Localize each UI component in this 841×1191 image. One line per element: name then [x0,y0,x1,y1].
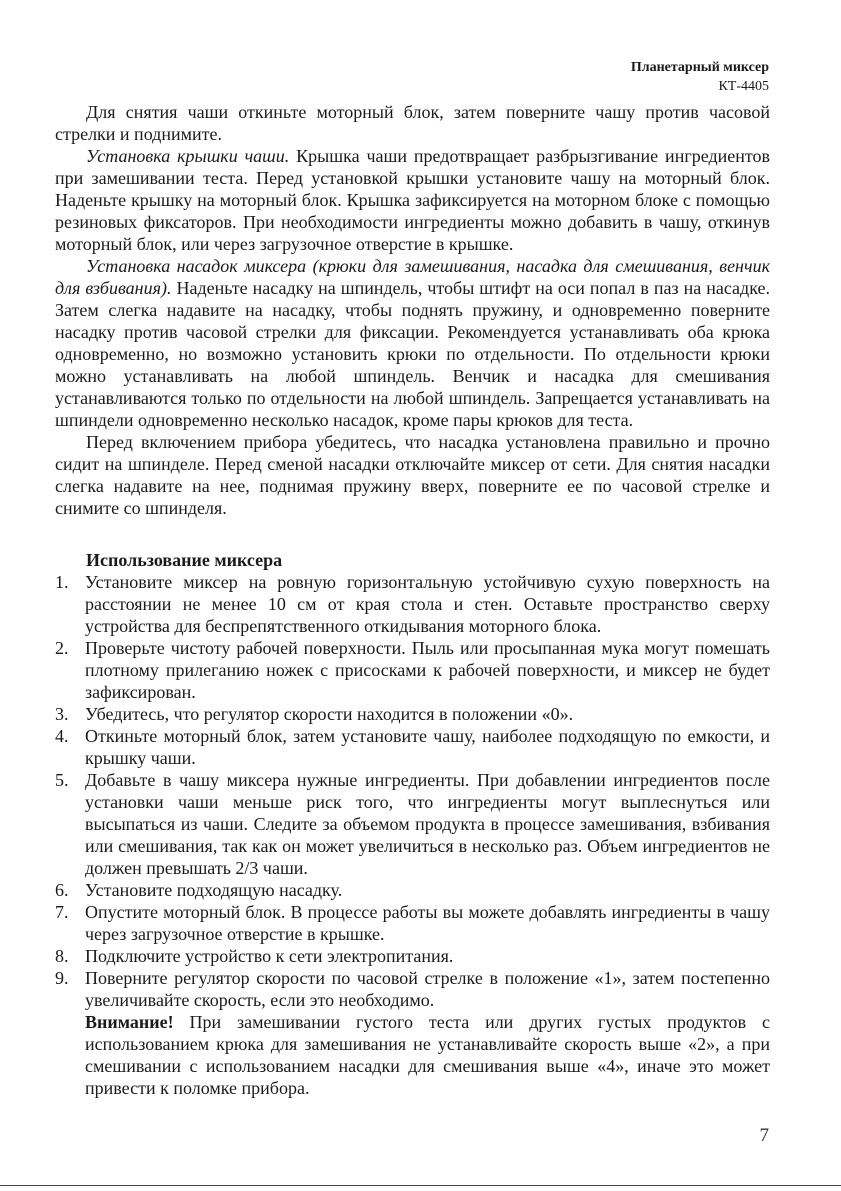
step-text: Опустите моторный блок. В процессе работы вы можете добавлять ингредиенты в чашу через загрузочное отверстие в крышке. [85,902,770,944]
list-item [55,879,770,901]
step-text: Установите миксер на ровную горизонтальную устойчивую сухую поверхность на расстоянии не менее 10 см от края стола и стен. Оставьте пространство сверху устройства для беспрепятственного откидывания моторного блока. [85,572,770,636]
step-text: Откиньте моторный блок, затем установите чашу, наиболее подходящую по емкости, и крышку чаши. [85,726,770,768]
section-heading: Использование миксера [86,550,283,570]
page-content [55,101,770,1099]
model-number: КТ-4405 [718,79,769,94]
step-number: 5. [55,770,69,790]
step-number: 4. [55,726,69,746]
paragraph-lead: Установка насадок миксера (крюки для замешивания, насадка для смешивания, венчик для взбивания). [55,256,770,298]
step-number: 2. [55,638,69,658]
warning-text: При замешивании густого теста или других густых продуктов с использованием крюка для замешивания не устанавливайте скорость выше «2», а при смешивании с использованием насадки для смешивания выше «4», иначе это может привести к поломке прибора. [85,1012,770,1098]
paragraph [55,101,770,145]
step-number: 1. [55,572,69,592]
step-text: Установите подходящую насадку. [85,880,343,900]
paragraph-lead: Установка крышки чаши. [86,146,290,166]
list-item [55,901,770,945]
list-item [55,703,770,725]
page-bottom-rule [0,1185,841,1186]
list-item [55,571,770,637]
list-item [55,637,770,703]
list-item [55,725,770,769]
step-text: Проверьте чистоту рабочей поверхности. Пыль или просыпанная мука могут помешать плотному прилеганию ножек с присосками к рабочей поверхности, и миксер не будет зафиксирован. [85,638,770,702]
page-number: 7 [759,1125,769,1146]
step-text: Поверните регулятор скорости по часовой стрелке в положение «1», затем постепенно увеличивайте скорость, если это необходимо. [85,968,770,1010]
document-title: Планетарный миксер [630,60,769,75]
step-number: 3. [55,704,69,724]
warning-label: Внимание! [85,1012,174,1032]
steps-list [55,571,770,1011]
list-item [55,945,770,967]
page-header [631,58,769,96]
paragraph-text: Перед включением прибора убедитесь, что насадка установлена правильно и прочно сидит на шпинделе. Перед сменой насадки отключайте миксер от сети. Для снятия насадки слегка надавите на нее, поднимая пружину вверх, поверните ее по часовой стрелке и снимите со шпинделя. [55,432,770,518]
paragraph-text: Наденьте насадку на шпиндель, чтобы штифт на оси попал в паз на насадке. Затем слегка надавите на насадку, чтобы поднять пружину, и одновременно поверните насадку против часовой стрелки для фиксации. Рекомендуется устанавливать оба крюка одновременно, но возможно установить крюки по отдельности. По отдельности крюки можно устанавливать на любой шпиндель. Венчик и насадка для смешивания устанавливаются только по отдельности на любой шпиндель. Запрещается устанавливать на шпиндели одновременно несколько насадок, кроме пары крюков для теста. [55,278,770,430]
warning-note [55,1011,770,1099]
step-number: 8. [55,946,69,966]
step-text: Добавьте в чашу миксера нужные ингредиенты. При добавлении ингредиентов после установки чаши меньше риск того, что ингредиенты могут выплеснуться или высыпаться из чаши. Следите за объемом продукта в процессе замешивания, взбивания или смешивания, так как он может увеличиться в несколько раз. Объем ингредиентов не должен превышать 2/3 чаши. [85,770,770,878]
paragraph [55,145,770,255]
step-text: Убедитесь, что регулятор скорости находится в положении «0». [85,704,574,724]
paragraph-text: Для снятия чаши откиньте моторный блок, затем поверните чашу против часовой стрелки и поднимите. [55,102,770,144]
list-item [55,967,770,1011]
step-number: 6. [55,880,69,900]
step-number: 7. [55,902,69,922]
list-item [55,769,770,879]
paragraph [55,255,770,431]
paragraph-text: Крышка чаши предотвращает разбрызгивание ингредиентов при замешивании теста. Перед установкой крышки установите чашу на моторный блок. Наденьте крышку на моторный блок. Крышка зафиксируется на моторном блоке с помощью резиновых фиксаторов. При необходимости ингредиенты можно добавить в чашу, откинув моторный блок, или через загрузочное отверстие в крышке. [55,146,771,254]
step-number: 9. [55,968,69,988]
step-text: Подключите устройство к сети электропитания. [85,946,454,966]
paragraph [55,431,770,519]
